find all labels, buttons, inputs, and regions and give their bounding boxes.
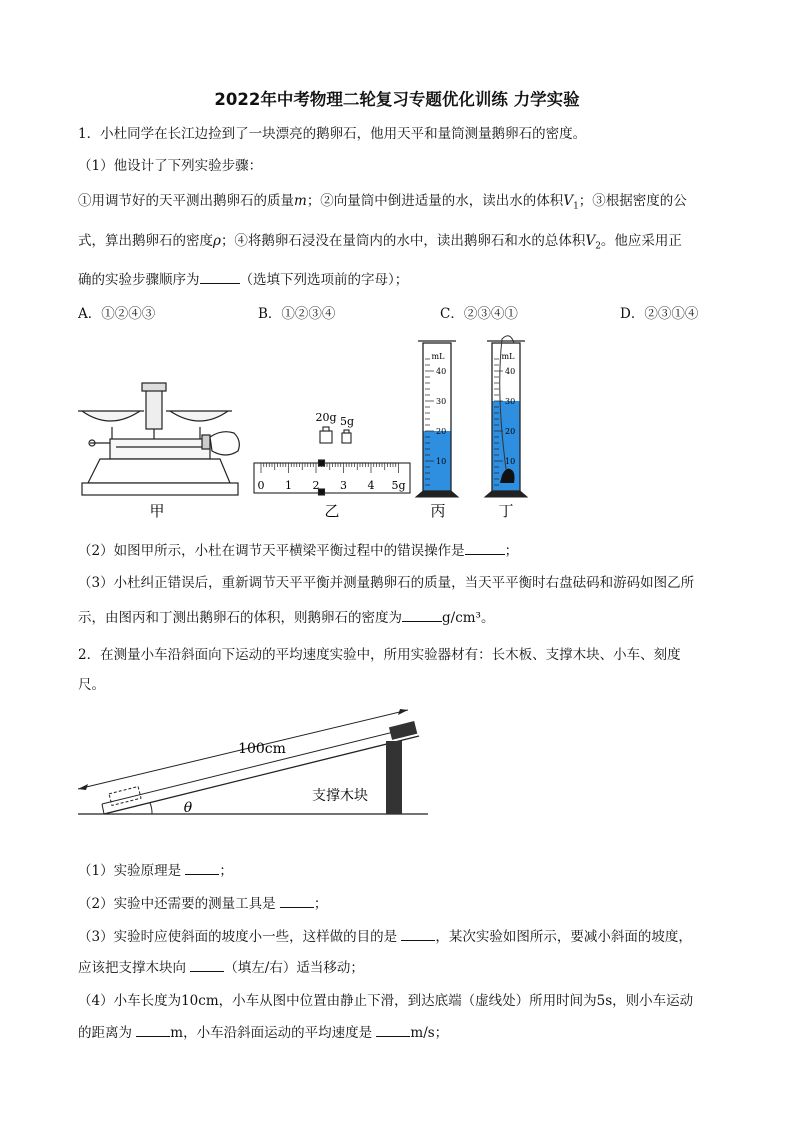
- text-span: 。他应采用正: [600, 233, 682, 249]
- answer-blank[interactable]: [185, 860, 219, 875]
- option-b[interactable]: B．①②③④: [258, 306, 336, 322]
- ruler-tick-label: 3: [340, 479, 347, 492]
- answer-blank[interactable]: [402, 607, 442, 622]
- q1-steps-line2: [78, 231, 682, 257]
- answer-blank[interactable]: [465, 540, 505, 555]
- support-block: [386, 741, 402, 814]
- text-span: m/s；: [410, 1025, 449, 1041]
- rider-top: [319, 460, 325, 466]
- option-c[interactable]: C．②③④①: [440, 306, 518, 322]
- page-title: 2022年中考物理二轮复习专题优化训练 力学实验: [214, 90, 580, 109]
- q2-stem-line2: 尺。: [78, 677, 105, 693]
- text-span: （选填下列选项前的字母）；: [239, 272, 409, 288]
- label-yi: 乙: [324, 502, 340, 520]
- ruler-tick-label: 5g: [391, 479, 406, 492]
- ruler-tick-label: 2: [312, 479, 320, 492]
- text-span: （1）实验原理是: [78, 863, 186, 879]
- cylinder-tick-label: 20: [505, 427, 516, 436]
- q1-part1: （1）他设计了下列实验步骤：: [78, 158, 263, 174]
- text-span: 式，算出鹅卵石的密度: [78, 233, 213, 249]
- ruler-tick-label: 1: [285, 479, 292, 492]
- cylinder-tick-label: 30: [436, 397, 447, 406]
- q1-part2: [78, 540, 518, 561]
- text-span: ；: [219, 863, 233, 879]
- option-d[interactable]: D．②③①④: [620, 306, 699, 322]
- q2-p2: [78, 893, 327, 914]
- text-span: ；④将鹅卵石浸没在量筒内的水中，读出鹅卵石和水的总体积: [220, 233, 586, 249]
- cylinder-tick-label: 30: [505, 397, 516, 406]
- text-span: 示，由图丙和丁测出鹅卵石的体积，则鹅卵石的密度为: [78, 610, 402, 626]
- ding-unit: mL: [501, 352, 515, 361]
- symbol-v2: V: [585, 233, 596, 249]
- cylinder-tick-label: 40: [436, 367, 447, 376]
- answer-blank[interactable]: [200, 269, 240, 284]
- weight-20g-label: 20g: [315, 411, 337, 424]
- q2-p4-line2: [78, 1022, 448, 1043]
- text-span: （填左/右）适当移动；: [224, 960, 364, 976]
- text-span: 的距离为: [78, 1025, 137, 1041]
- q1-part3-line1: （3）小杜纠正错误后，重新调节天平平衡并测量鹅卵石的质量，当天平平衡时右盘砝码和游码如图乙所: [78, 575, 695, 591]
- length-label: 100cm: [238, 741, 286, 757]
- cylinder-tick-label: 10: [505, 457, 516, 466]
- subscript: 2: [595, 241, 601, 252]
- text-span: g/cm³。: [442, 610, 495, 626]
- label-ding: 丁: [498, 502, 514, 520]
- text-span: ①用调节好的天平测出鹅卵石的质量: [78, 193, 294, 209]
- text-span: （3）实验时应使斜面的坡度小一些，这样做的目的是: [78, 929, 402, 945]
- text-span: 应该把支撑木块向: [78, 960, 191, 976]
- q1-part3-line2: [78, 607, 494, 628]
- q2-incline-figure: [74, 700, 434, 825]
- answer-blank[interactable]: [401, 926, 435, 941]
- symbol-m: m: [294, 193, 307, 209]
- text-span: （2）如图甲所示，小杜在调节天平横梁平衡过程中的错误操作是: [78, 543, 465, 559]
- block-label: 支撑木块: [312, 788, 368, 804]
- symbol-v1: V: [563, 193, 574, 209]
- answer-blank[interactable]: [136, 1022, 170, 1037]
- text-span: m，小车沿斜面运动的平均速度是: [170, 1025, 377, 1041]
- balance-figure: [78, 383, 239, 495]
- text-span: （2）实验中还需要的测量工具是: [78, 896, 280, 912]
- cylinder-tick-label: 10: [436, 457, 447, 466]
- q2-p1: [78, 860, 233, 881]
- angle-label: θ: [183, 800, 193, 816]
- text-span: 确的实验步骤顺序为: [78, 272, 200, 288]
- ruler-tick-label: 4: [367, 479, 375, 492]
- text-span: ；②向量筒中倒进适量的水，读出水的体积: [306, 193, 564, 209]
- text-span: ，某次实验如图所示，要减小斜面的坡度，: [435, 929, 692, 945]
- label-bing: 丙: [430, 502, 446, 520]
- answer-blank[interactable]: [280, 893, 314, 908]
- cylinder-tick-label: 40: [505, 367, 516, 376]
- ruler-tick-label: 0: [257, 479, 265, 492]
- subscript: 1: [573, 201, 579, 212]
- bing-unit: mL: [431, 352, 445, 361]
- q1-steps-line3: [78, 269, 408, 290]
- q2-p3-line2: [78, 957, 364, 978]
- text-span: ；③根据密度的公: [578, 193, 687, 209]
- text-span: ；: [504, 543, 519, 559]
- symbol-rho: ρ: [213, 233, 221, 249]
- q1-steps-line1: [78, 191, 687, 217]
- option-a[interactable]: A．①②④③: [78, 306, 156, 322]
- q1-stem: 1．小杜同学在长江边捡到了一块漂亮的鹅卵石，他用天平和量筒测量鹅卵石的密度。: [78, 126, 587, 142]
- answer-blank[interactable]: [376, 1022, 410, 1037]
- q2-p4-line1: （4）小车长度为10cm，小车从图中位置由静止下滑，到达底端（虚线处）所用时间为5s，则小车运动: [78, 993, 694, 1009]
- cylinder-bing: [416, 341, 458, 497]
- q1-figure: [70, 333, 730, 523]
- cylinder-tick-label: 20: [436, 427, 447, 436]
- q2-p3-line1: [78, 926, 692, 947]
- q2-stem-line1: 2．在测量小车沿斜面向下运动的平均速度实验中，所用实验器材有：长木板、支撑木块、小车、刻度: [78, 647, 681, 663]
- answer-blank[interactable]: [190, 957, 224, 972]
- text-span: ；: [313, 896, 328, 912]
- label-jia: 甲: [149, 502, 165, 520]
- weight-5g-label: 5g: [339, 415, 355, 428]
- weights-ruler-figure: [254, 427, 410, 495]
